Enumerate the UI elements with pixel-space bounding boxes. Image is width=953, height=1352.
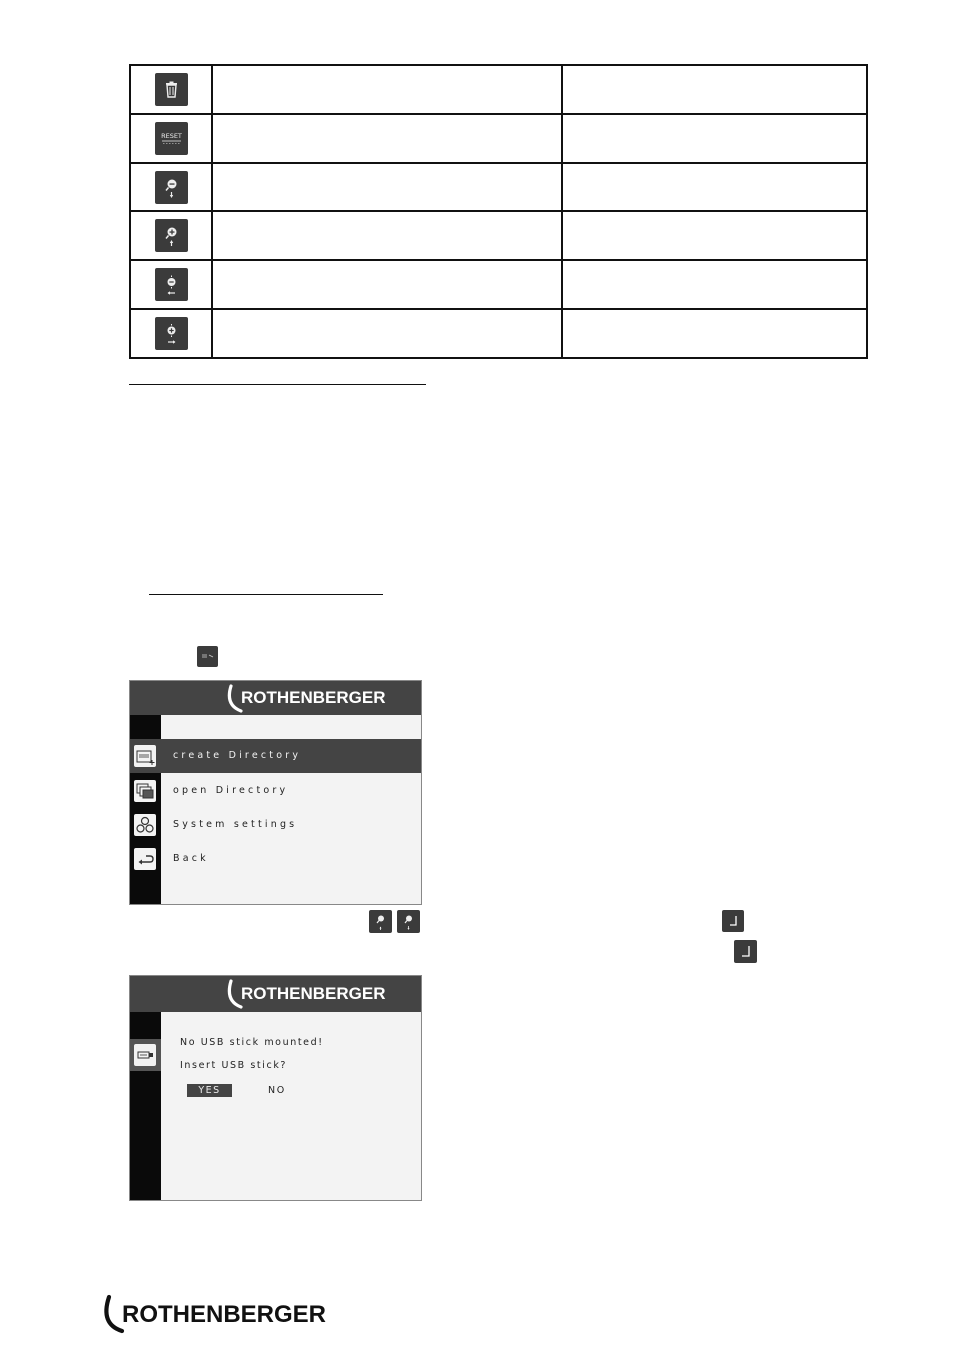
screen-header — [130, 681, 421, 715]
zoom-in-up-icon — [369, 910, 392, 933]
svg-text:RESET: RESET — [160, 131, 182, 140]
rothenberger-logo — [225, 683, 415, 713]
subsection-underline — [149, 594, 383, 595]
trash-icon — [155, 73, 188, 106]
create-folder-icon — [134, 745, 156, 767]
dialog-message-line2: Insert USB stick? — [180, 1060, 288, 1071]
settings-gears-icon — [134, 814, 156, 836]
svg-text:ROTHENBERGER: ROTHENBERGER — [122, 1301, 327, 1328]
menu-item-open-directory[interactable] — [130, 774, 421, 808]
reset-icon — [155, 122, 188, 155]
icon-function-table — [129, 64, 868, 359]
table-row — [130, 309, 867, 358]
section-underline — [129, 384, 426, 385]
zoom-in-up-icon — [155, 219, 188, 252]
brightness-down-icon — [155, 268, 188, 301]
menu-item-label: Back — [173, 853, 209, 864]
open-folder-icon — [134, 780, 156, 802]
enter-key-icon — [734, 940, 757, 963]
device-usb-dialog-screen — [129, 975, 422, 1201]
menu-item-create-directory[interactable] — [130, 739, 421, 773]
table-row — [130, 114, 867, 163]
menu-key-icon — [197, 646, 218, 667]
table-row — [130, 211, 867, 260]
menu-item-label: System settings — [173, 819, 298, 830]
table-row — [130, 260, 867, 309]
zoom-out-down-icon — [397, 910, 420, 933]
rothenberger-footer-logo — [100, 1294, 360, 1334]
rothenberger-logo — [225, 978, 415, 1009]
table-row — [130, 163, 867, 212]
back-arrow-icon — [134, 848, 156, 870]
zoom-out-down-icon — [155, 171, 188, 204]
no-button[interactable]: NO — [268, 1085, 286, 1096]
menu-item-system-settings[interactable] — [130, 808, 421, 842]
enter-key-icon — [722, 910, 744, 932]
menu-item-label: create Directory — [173, 750, 302, 761]
dialog-message-line1: No USB stick mounted! — [180, 1037, 324, 1048]
brightness-up-icon — [155, 317, 188, 350]
menu-item-back[interactable] — [130, 842, 421, 876]
svg-text:ROTHENBERGER: ROTHENBERGER — [241, 984, 386, 1003]
svg-text:ROTHENBERGER: ROTHENBERGER — [241, 688, 386, 707]
screen-header — [130, 976, 421, 1012]
device-menu-screen — [129, 680, 422, 905]
usb-stick-icon — [134, 1044, 156, 1066]
table-row — [130, 65, 867, 114]
menu-item-label: open Directory — [173, 785, 289, 796]
yes-button[interactable]: YES — [187, 1084, 232, 1097]
